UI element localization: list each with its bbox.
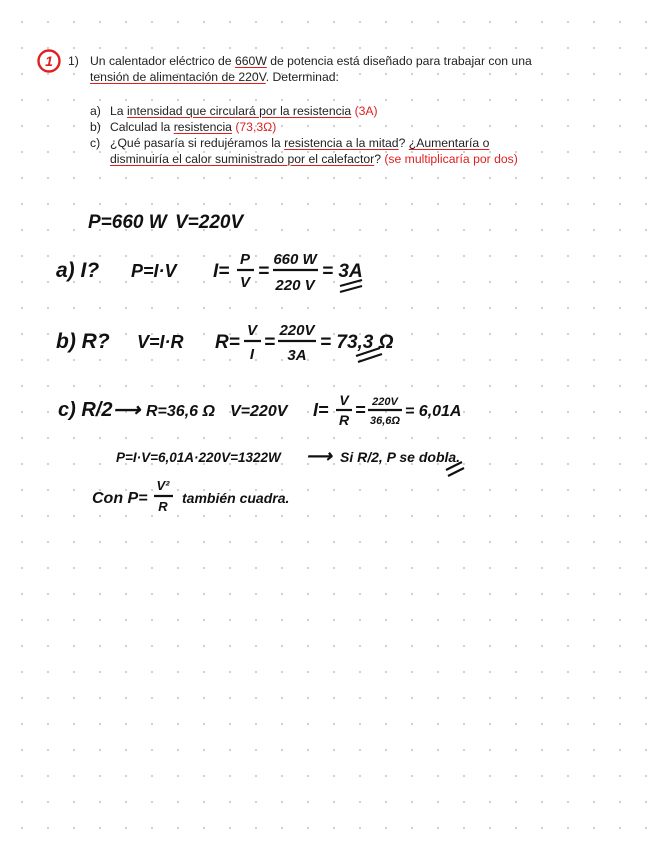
part-c-frac1-den: R: [338, 412, 350, 428]
part-a-lhs: I=: [213, 261, 230, 282]
part-c-line3-prefix: Con P=: [92, 490, 148, 507]
part-c-frac1-num: V: [339, 392, 349, 408]
part-c-r-value: R=36,6 Ω: [146, 403, 215, 420]
subquestion-b: b) Calculad la resistencia (73,3Ω): [90, 120, 277, 134]
given-power: P=660 W: [88, 212, 167, 233]
part-c-frac3-num: V²: [156, 478, 170, 493]
part-c-conclusion: Si R/2, P se dobla.: [340, 449, 461, 465]
part-b-label: b) R?: [56, 330, 110, 353]
part-a-frac1-den: V: [239, 274, 251, 291]
part-b-frac2-num: 220V: [279, 322, 315, 339]
part-b-lhs: R=: [215, 332, 240, 353]
part-b-frac1-den: I: [249, 346, 255, 363]
part-c-frac3-den: R: [158, 499, 168, 514]
part-c-v-value: V=220V: [230, 403, 288, 420]
problem-number: 1): [68, 54, 79, 68]
subquestion-c: c) ¿Qué pasaría si redujéramos la resistencia a la mitad? ¿Aumentaría o disminuiría el calor suministrado por el calefactor? (se multiplicaría por dos): [90, 136, 518, 166]
answer-a: (3A): [354, 104, 378, 118]
part-c-lhs: I=: [313, 400, 329, 420]
part-b-frac1-num: V: [246, 322, 258, 339]
part-a-frac2-den: 220 V: [275, 277, 315, 294]
part-c-frac2-num: 220V: [372, 396, 398, 408]
answer-c: (se multiplicaría por dos): [384, 152, 518, 166]
part-a-formula: P=I·V: [131, 261, 177, 281]
part-c-frac2-den: 36,6Ω: [370, 415, 400, 427]
part-a-frac1-num: P: [239, 251, 251, 268]
mark-digit: 1: [45, 53, 53, 69]
part-b-frac2-den: 3A: [287, 347, 307, 364]
part-a-eq: =: [258, 261, 270, 282]
part-a-label: a) I?: [56, 259, 100, 282]
part-c-arrow2: ⟶: [306, 446, 332, 466]
part-a-frac2-num: 660 W: [273, 251, 317, 268]
answer-b: (73,3Ω): [235, 120, 277, 134]
part-c-line3-suffix: también cuadra.: [182, 490, 290, 506]
part-c-label: c) R/2: [58, 399, 113, 421]
part-c-arrow: ⟶: [113, 400, 141, 421]
subquestion-a: a) La intensidad que circulará por la resistencia (3A): [90, 104, 378, 118]
part-b-formula: V=I·R: [137, 332, 184, 352]
part-a-result: = 3A: [322, 261, 363, 282]
part-b-result: = 73,3 Ω: [320, 332, 394, 353]
given-voltage: V=220V: [175, 212, 244, 233]
part-c-eq: =: [355, 400, 366, 420]
part-c-result: = 6,01A: [405, 403, 462, 420]
problem-text: Un calentador eléctrico de 660W de potencia está diseñado para trabajar con una tensión de alimentación de 220V. Determinad:: [90, 54, 532, 84]
part-c-power-line: P=I·V=6,01A·220V=1322W: [116, 450, 281, 465]
part-b-eq: =: [264, 332, 276, 353]
